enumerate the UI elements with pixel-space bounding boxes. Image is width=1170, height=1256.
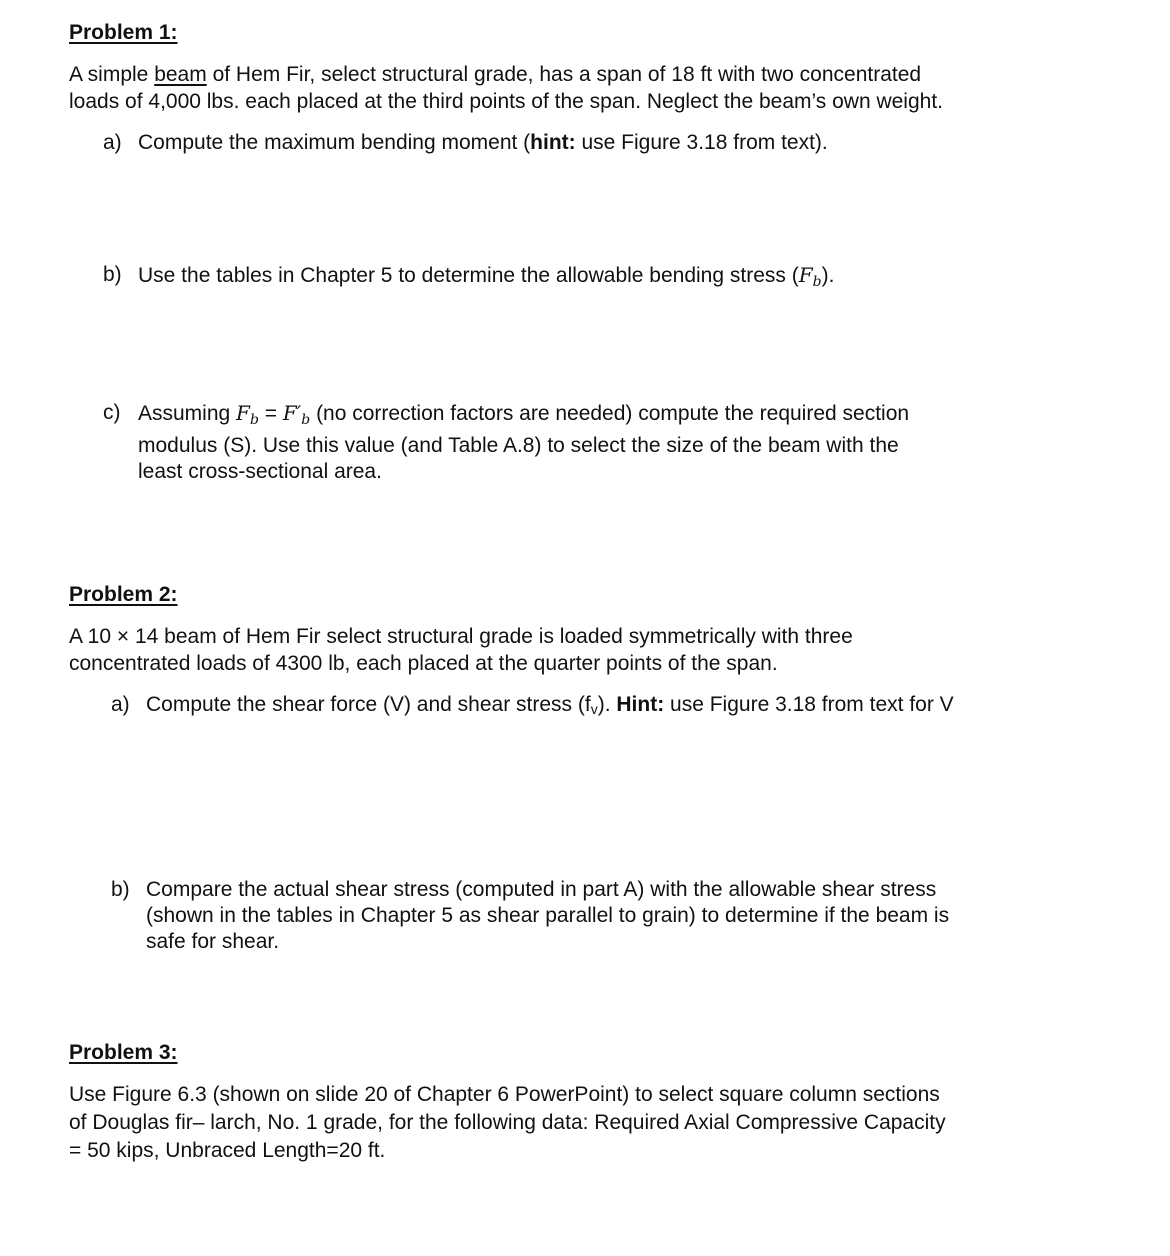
part-text: Compute the maximum bending moment ( [138, 131, 531, 154]
problem-3-line-2: of Douglas fir– larch, No. 1 grade, for the following data: Required Axial Compressive Capacity [69, 1111, 946, 1134]
part-text: Use the tables in Chapter 5 to determine the allowable bending stress ( [138, 264, 799, 287]
intro-text: of Hem Fir, select structural grade, has a span of 18 ft with two concentrated [206, 63, 922, 86]
part-text: Assuming [138, 402, 237, 425]
part-label: a) [111, 693, 130, 716]
math-subscript: b [812, 274, 822, 290]
problem-1-intro-line-2: loads of 4,000 lbs. each placed at the third points of the span. Neglect the beam’s own weight. [69, 90, 944, 113]
math-subscript: b [301, 412, 311, 428]
problem-3-body [69, 1081, 946, 1165]
math-equals: = [258, 402, 283, 425]
part-text: use Figure 3.18 from text). [575, 131, 828, 154]
beam-link[interactable]: beam [154, 63, 207, 86]
problem-2-heading: Problem 2: [69, 583, 178, 606]
part-a-text [138, 130, 828, 156]
part-text: ). [821, 264, 835, 287]
part-b-text [146, 877, 949, 955]
math-symbol: F [798, 263, 813, 287]
part-c-line-3: least cross-sectional area. [138, 460, 382, 483]
problem-2-intro [69, 623, 853, 677]
hint-label: Hint: [616, 693, 665, 716]
part-c-line-2: modulus (S). Use this value (and Table A.8) to select the size of the beam with the [138, 434, 899, 457]
part-c-text [138, 400, 909, 485]
part-text: use Figure 3.18 from text for V [664, 693, 954, 716]
problem-1-intro-line-1 [69, 61, 943, 88]
problem-3-heading: Problem 3: [69, 1041, 178, 1064]
part-text: ). [597, 693, 617, 716]
problem-2-intro-line-2: concentrated loads of 4300 lb, each placed at the quarter points of the span. [69, 652, 778, 675]
part-c-line-1 [138, 400, 909, 433]
part-label: b) [103, 263, 122, 286]
problem-1-heading: Problem 1: [69, 21, 178, 44]
part-b-text [138, 262, 834, 295]
math-symbol: F′ [282, 401, 302, 425]
math-symbol: F [236, 401, 250, 425]
problem-3-line-1: Use Figure 6.3 (shown on slide 20 of Chapter 6 PowerPoint) to select square column sections [69, 1083, 940, 1106]
part-label: c) [103, 401, 121, 424]
hint-label: hint: [530, 131, 576, 154]
subscript: v [590, 701, 598, 717]
problem-1-intro [69, 61, 943, 115]
problem-2-intro-line-1: A 10 × 14 beam of Hem Fir select structural grade is loaded symmetrically with three [69, 625, 853, 648]
part-b-line-2: (shown in the tables in Chapter 5 as shear parallel to grain) to determine if the beam is [146, 904, 950, 927]
part-text: (no correction factors are needed) compute the required section [310, 402, 910, 425]
part-label: b) [111, 878, 130, 901]
part-text: Compute the shear force (V) and shear stress (f [146, 693, 591, 716]
part-b-line-3: safe for shear. [146, 930, 280, 953]
problem-3-line-3: = 50 kips, Unbraced Length=20 ft. [69, 1139, 386, 1162]
part-b-line-1: Compare the actual shear stress (computed in part A) with the allowable shear stress [146, 878, 937, 901]
part-a-text [146, 692, 954, 722]
intro-text: A simple [69, 63, 155, 86]
math-subscript: b [249, 412, 259, 428]
part-label: a) [103, 131, 122, 154]
